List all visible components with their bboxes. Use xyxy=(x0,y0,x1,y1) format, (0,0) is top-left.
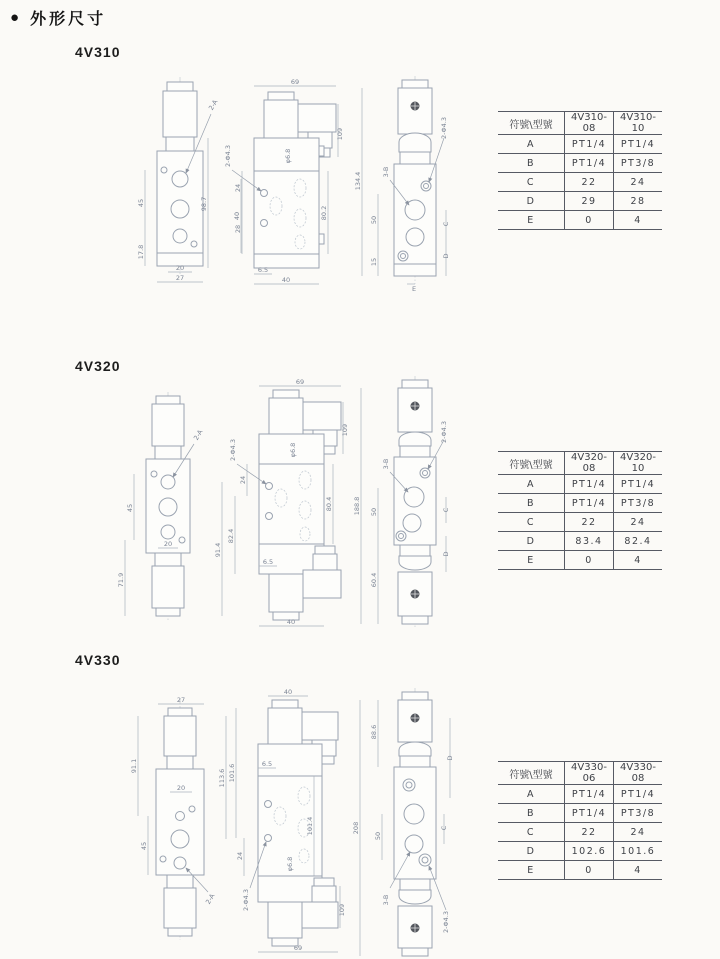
dim-label: 2-Φ4.3 xyxy=(440,117,448,139)
table-cell: E xyxy=(498,861,565,880)
table-cell: 4V310-08 xyxy=(565,112,614,135)
dim-label: D xyxy=(442,253,450,259)
table-cell: C xyxy=(498,513,565,532)
dim-label: 27 xyxy=(176,696,186,704)
table-cell: A xyxy=(498,135,565,154)
table-cell: PT1/4 xyxy=(614,475,663,494)
table-cell: 符號\型號 xyxy=(498,112,565,135)
dim-label: 6.5 xyxy=(261,760,273,768)
dim-label: 17.8 xyxy=(137,244,145,260)
drawing-4v310-front-view xyxy=(200,76,360,292)
dim-label: 82.4 xyxy=(227,528,235,544)
dim-label: 60.4 xyxy=(370,572,378,588)
model-label-4v310: 4V310 xyxy=(75,44,121,60)
table-cell: 29 xyxy=(565,192,614,211)
dim-label: 3-B xyxy=(382,894,390,906)
dim-label: 98.7 xyxy=(200,196,208,212)
dim-label: E xyxy=(411,285,417,293)
dim-label: 45 xyxy=(140,841,148,851)
dim-label: 109 xyxy=(336,127,344,141)
dim-label: 208 xyxy=(352,821,360,835)
bullet-icon: ● xyxy=(10,9,23,26)
dim-label: 20 xyxy=(175,264,185,272)
table-cell: 4V310-10 xyxy=(614,112,663,135)
dim-label: 88.6 xyxy=(370,724,378,740)
table-cell: C xyxy=(498,173,565,192)
dim-label: 45 xyxy=(126,503,134,513)
model-label-4v320: 4V320 xyxy=(75,358,121,374)
dim-label: 113.6 xyxy=(218,768,226,788)
table-cell: 4V320-08 xyxy=(565,452,614,475)
table-cell: 28 xyxy=(614,192,663,211)
dim-label: 50 xyxy=(374,831,382,841)
dim-label: 45 xyxy=(137,198,145,208)
dim-label: 101.4 xyxy=(306,816,314,836)
dim-label: φ6.8 xyxy=(284,148,292,164)
dim-label: 109 xyxy=(341,423,349,437)
table-cell: 22 xyxy=(565,173,614,192)
dim-label: 101.6 xyxy=(228,763,236,783)
table-cell: D xyxy=(498,532,565,551)
dimension-table-4v330 xyxy=(498,761,662,880)
table-cell: 82.4 xyxy=(614,532,663,551)
table-cell: 22 xyxy=(565,513,614,532)
dim-label: 69 xyxy=(290,78,300,86)
table-cell: D xyxy=(498,192,565,211)
dim-label: 2-Φ4.3 xyxy=(442,911,450,933)
dim-label: 91.1 xyxy=(130,758,138,774)
table-cell: 符號\型號 xyxy=(498,762,565,785)
dim-label: 134.4 xyxy=(354,171,362,191)
dim-label: 80.4 xyxy=(325,496,333,512)
dim-label: D xyxy=(442,551,450,557)
table-cell: PT3/8 xyxy=(614,494,663,513)
dim-label: 109 xyxy=(338,903,346,917)
table-cell: B xyxy=(498,154,565,173)
dim-label: 20 xyxy=(176,784,186,792)
dim-label: 6.5 xyxy=(262,558,274,566)
table-cell: PT1/4 xyxy=(614,135,663,154)
dim-label: 3-B xyxy=(382,166,390,178)
model-label-4v330: 4V330 xyxy=(75,652,121,668)
table-cell: 83.4 xyxy=(565,532,614,551)
dim-label: 69 xyxy=(295,378,305,386)
table-cell: B xyxy=(498,494,565,513)
drawing-4v330-side2-view xyxy=(352,688,477,958)
dim-label: 27 xyxy=(175,274,185,282)
table-cell: 4 xyxy=(614,551,663,570)
table-cell: C xyxy=(498,823,565,842)
dim-label: C xyxy=(442,221,450,227)
dim-label: 2-A xyxy=(192,428,205,442)
table-cell: A xyxy=(498,475,565,494)
dim-label: 50 xyxy=(370,507,378,517)
table-cell: PT1/4 xyxy=(565,475,614,494)
dim-label: C xyxy=(442,507,450,513)
dim-label: 2-Φ4.3 xyxy=(440,421,448,443)
table-cell: 4V320-10 xyxy=(614,452,663,475)
table-cell: B xyxy=(498,804,565,823)
table-cell: E xyxy=(498,551,565,570)
dim-label: 2-Φ4.3 xyxy=(224,145,232,167)
table-cell: PT1/4 xyxy=(565,154,614,173)
dim-label: 2-A xyxy=(204,892,217,906)
drawing-4v330-side-view xyxy=(128,696,240,942)
dim-label: 24 xyxy=(234,183,242,193)
dim-label: 3-B xyxy=(382,458,390,470)
table-cell: 102.6 xyxy=(565,842,614,861)
table-cell: 4 xyxy=(614,861,663,880)
table-cell: PT3/8 xyxy=(614,804,663,823)
dim-label: 2-Φ4.3 xyxy=(242,889,250,911)
dim-label: 40 xyxy=(286,618,296,626)
dim-label: 80.2 xyxy=(320,205,328,221)
dimension-table-4v320 xyxy=(498,451,662,570)
table-cell: 101.6 xyxy=(614,842,663,861)
dim-label: 2-Φ4.3 xyxy=(229,439,237,461)
drawing-4v320-front-view xyxy=(205,376,365,632)
table-cell: PT1/4 xyxy=(565,494,614,513)
dim-label: 24 xyxy=(236,851,244,861)
dim-label: 40 xyxy=(281,276,291,284)
page-title-text: 外形尺寸 xyxy=(30,11,107,28)
dim-label: 24 xyxy=(239,475,247,485)
dim-label: 188.8 xyxy=(353,496,361,516)
dim-label: 2-A xyxy=(207,98,220,112)
drawing-4v320-side2-view xyxy=(352,376,477,632)
table-cell: 0 xyxy=(565,551,614,570)
dim-label: 40 xyxy=(283,688,293,696)
dim-label: 69 xyxy=(293,944,303,952)
dimension-table-4v310 xyxy=(498,111,662,230)
table-cell: PT1/4 xyxy=(614,785,663,804)
dim-label: 15 xyxy=(370,257,378,267)
table-cell: E xyxy=(498,211,565,230)
page-title xyxy=(10,6,106,29)
dim-label: 20 xyxy=(163,540,173,548)
dim-label: φ6.8 xyxy=(289,442,297,458)
dim-label: 91.4 xyxy=(214,542,222,558)
table-cell: 0 xyxy=(565,861,614,880)
table-cell: A xyxy=(498,785,565,804)
table-cell: 24 xyxy=(614,513,663,532)
table-cell: PT3/8 xyxy=(614,154,663,173)
dim-label: 40 xyxy=(233,211,241,221)
table-cell: PT1/4 xyxy=(565,135,614,154)
table-cell: 24 xyxy=(614,823,663,842)
dim-label: D xyxy=(446,755,454,761)
table-cell: PT1/4 xyxy=(565,785,614,804)
dim-label: 28 xyxy=(234,224,242,234)
table-cell: PT1/4 xyxy=(565,804,614,823)
dim-label: 6.5 xyxy=(257,266,269,274)
table-cell: 4V330-08 xyxy=(614,762,663,785)
table-cell: 4V330-06 xyxy=(565,762,614,785)
table-cell: 符號\型號 xyxy=(498,452,565,475)
dim-label: 71.9 xyxy=(117,572,125,588)
table-cell: 22 xyxy=(565,823,614,842)
dim-label: φ6.8 xyxy=(286,856,294,872)
table-cell: D xyxy=(498,842,565,861)
dim-label: 50 xyxy=(370,215,378,225)
dim-label: C xyxy=(440,825,448,831)
drawing-4v310-side2-view xyxy=(352,76,480,296)
table-cell: 24 xyxy=(614,173,663,192)
table-cell: 4 xyxy=(614,211,663,230)
table-cell: 0 xyxy=(565,211,614,230)
